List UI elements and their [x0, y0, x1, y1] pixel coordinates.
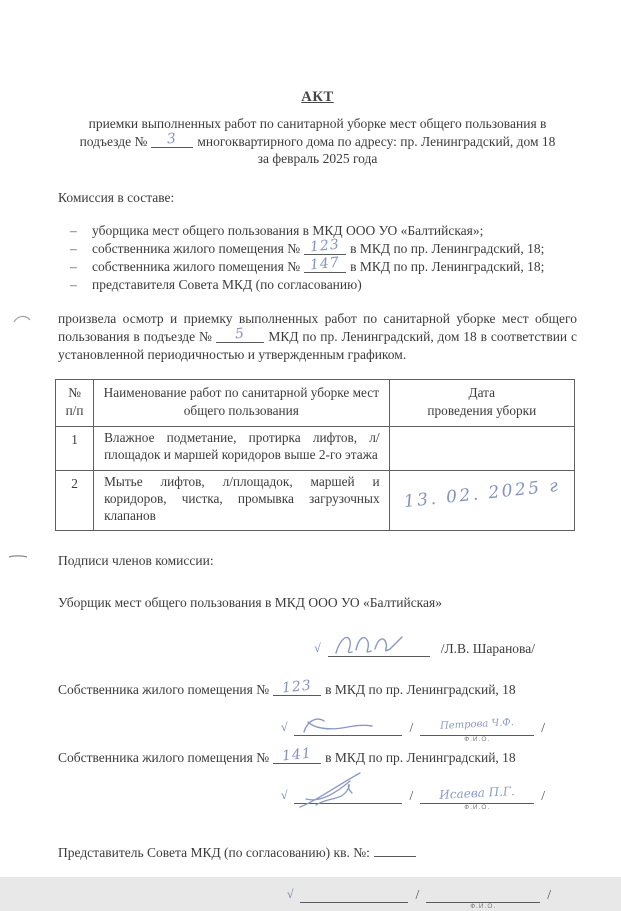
check-mark: √ [286, 887, 294, 902]
cleaning-date-cell [389, 470, 574, 530]
document-title: АКТ [301, 89, 334, 105]
role-text: Собственника жилого помещения № [58, 682, 270, 698]
handwritten-signer-name: Исаева П.Г. [439, 784, 516, 803]
list-dash: – [70, 240, 77, 256]
work-description: Мытье лифтов, л/площадок, маршей и коридоров, чистка, промывка загрузочных клапанов [94, 470, 390, 530]
name-line [420, 717, 534, 744]
cleaning-date-cell [389, 427, 574, 471]
slash: / [409, 720, 414, 736]
intro-line-2 [58, 130, 577, 151]
commission-list [58, 222, 577, 295]
member-text-after: в МКД по пр. Ленинградский, 18; [350, 240, 545, 256]
stray-pen-mark-curve [13, 314, 31, 324]
signature-line-empty [300, 884, 408, 903]
check-mark: √ [280, 720, 288, 735]
signature-line [294, 785, 402, 804]
header-work: Наименование работ по санитарной уборке мест общего пользования [94, 380, 390, 427]
signer-role-owner-2 [58, 745, 577, 767]
signature-stroke-icon [298, 771, 398, 811]
table-row [56, 470, 575, 530]
signer-role-representative [58, 842, 577, 862]
signature-stroke-icon [332, 629, 418, 659]
entrance-number-handwritten: 3 [166, 130, 179, 147]
commission-member-3 [58, 254, 577, 276]
apartment-number-blank [304, 254, 346, 274]
name-line [420, 784, 534, 812]
row-number: 2 [56, 470, 94, 530]
role-text: Собственника жилого помещения № [58, 750, 270, 766]
apartment-number-handwritten: 141 [281, 745, 313, 765]
inspection-before: произвела осмотр и приемку выполненных работ по санитарной уборке мест общего пользования в подъезде № [58, 311, 577, 345]
slash: / [415, 887, 420, 903]
handwritten-signer-name: Петрова Ч.Ф. [440, 717, 515, 733]
table-header-row [56, 380, 575, 427]
intro-line-2-before: подъезде № [79, 133, 148, 149]
commission-label: Комиссия в составе: [58, 189, 175, 205]
fio-label: Ф.И.О. [464, 736, 491, 744]
list-dash: – [70, 258, 77, 274]
printed-signer-name: /Л.В. Шаранова/ [440, 641, 535, 657]
slash: / [409, 788, 414, 804]
row-number: 1 [56, 427, 94, 471]
member-text: уборщика мест общего пользования в МКД ООО УО «Балтийская»; [92, 222, 484, 238]
fio-label: Ф.И.О. [470, 903, 497, 911]
signature-row-owner-1 [58, 717, 545, 744]
inspection-after: МКД по пр. Ленинградский, дом 18 в соответствии с установленной периодичностью и утвержденным графиком. [58, 329, 577, 363]
entrance-number-blank [151, 130, 193, 148]
check-mark: √ [314, 641, 321, 656]
work-description: Влажное подметание, протирка лифтов, л/площадок и маршей коридоров выше 2-го этажа [94, 427, 390, 471]
apartment-number-blank [304, 236, 346, 256]
signature-row-cleaner [58, 638, 535, 657]
apartment-number-handwritten: 123 [309, 236, 341, 256]
member-text: собственника жилого помещения № [92, 240, 301, 256]
intro-line-1: приемки выполненных работ по санитарной уборке мест общего пользования в [88, 116, 547, 131]
header-date [389, 380, 574, 427]
signature-row-owner-2 [58, 784, 545, 812]
header-num: № п/п [56, 380, 94, 427]
apartment-number-handwritten: 123 [281, 677, 313, 697]
signature-line [294, 717, 402, 736]
work-table [55, 379, 575, 531]
entrance-number-handwritten-2: 5 [234, 325, 247, 343]
apartment-number-blank [273, 677, 321, 697]
signature-row-representative [58, 884, 551, 911]
name-line-empty [426, 884, 540, 911]
apartment-number-handwritten: 147 [309, 254, 341, 274]
inspection-paragraph [58, 310, 577, 364]
role-text-after: в МКД по пр. Ленинградский, 18 [325, 682, 516, 698]
apartment-number-blank-empty [374, 842, 416, 857]
header-date-line1: Дата [468, 385, 496, 401]
header-date-line2: проведения уборки [427, 402, 537, 418]
check-mark: √ [280, 788, 288, 803]
member-text: собственника жилого помещения № [92, 258, 301, 274]
intro-line-3: за февраль 2025 года [257, 151, 378, 166]
member-text: представителя Совета МКД (по согласованию) [92, 277, 362, 293]
signer-role-owner-1 [58, 677, 577, 699]
slash: / [541, 788, 545, 804]
signature-stroke-icon [298, 714, 390, 738]
member-text-after: в МКД по пр. Ленинградский, 18; [350, 258, 545, 274]
list-dash: – [70, 222, 77, 238]
table-row [56, 427, 575, 471]
intro-line-2-after: многоквартирного дома по адресу: пр. Ленинградский, дом 18 [197, 133, 556, 149]
role-text-after: в МКД по пр. Ленинградский, 18 [325, 750, 516, 766]
commission-member-4 [58, 276, 577, 294]
fio-label: Ф.И.О. [464, 804, 491, 812]
signature-line [328, 638, 430, 657]
signatures-section-label: Подписи членов комиссии: [58, 553, 214, 569]
role-text: Представитель Совета МКД (по согласованию) кв. №: [58, 845, 370, 861]
slash: / [547, 887, 551, 903]
intro-paragraph [58, 115, 577, 168]
signer-role-cleaner: Уборщик мест общего пользования в МКД ООО УО «Балтийская» [58, 595, 442, 611]
slash: / [541, 720, 545, 736]
apartment-number-blank [273, 745, 321, 765]
cleaning-date-handwritten: 13. 02. 2025 г [402, 475, 561, 513]
entrance-number-blank-2 [216, 325, 264, 343]
list-dash: – [70, 277, 77, 293]
stray-pen-mark-dash [8, 553, 28, 561]
